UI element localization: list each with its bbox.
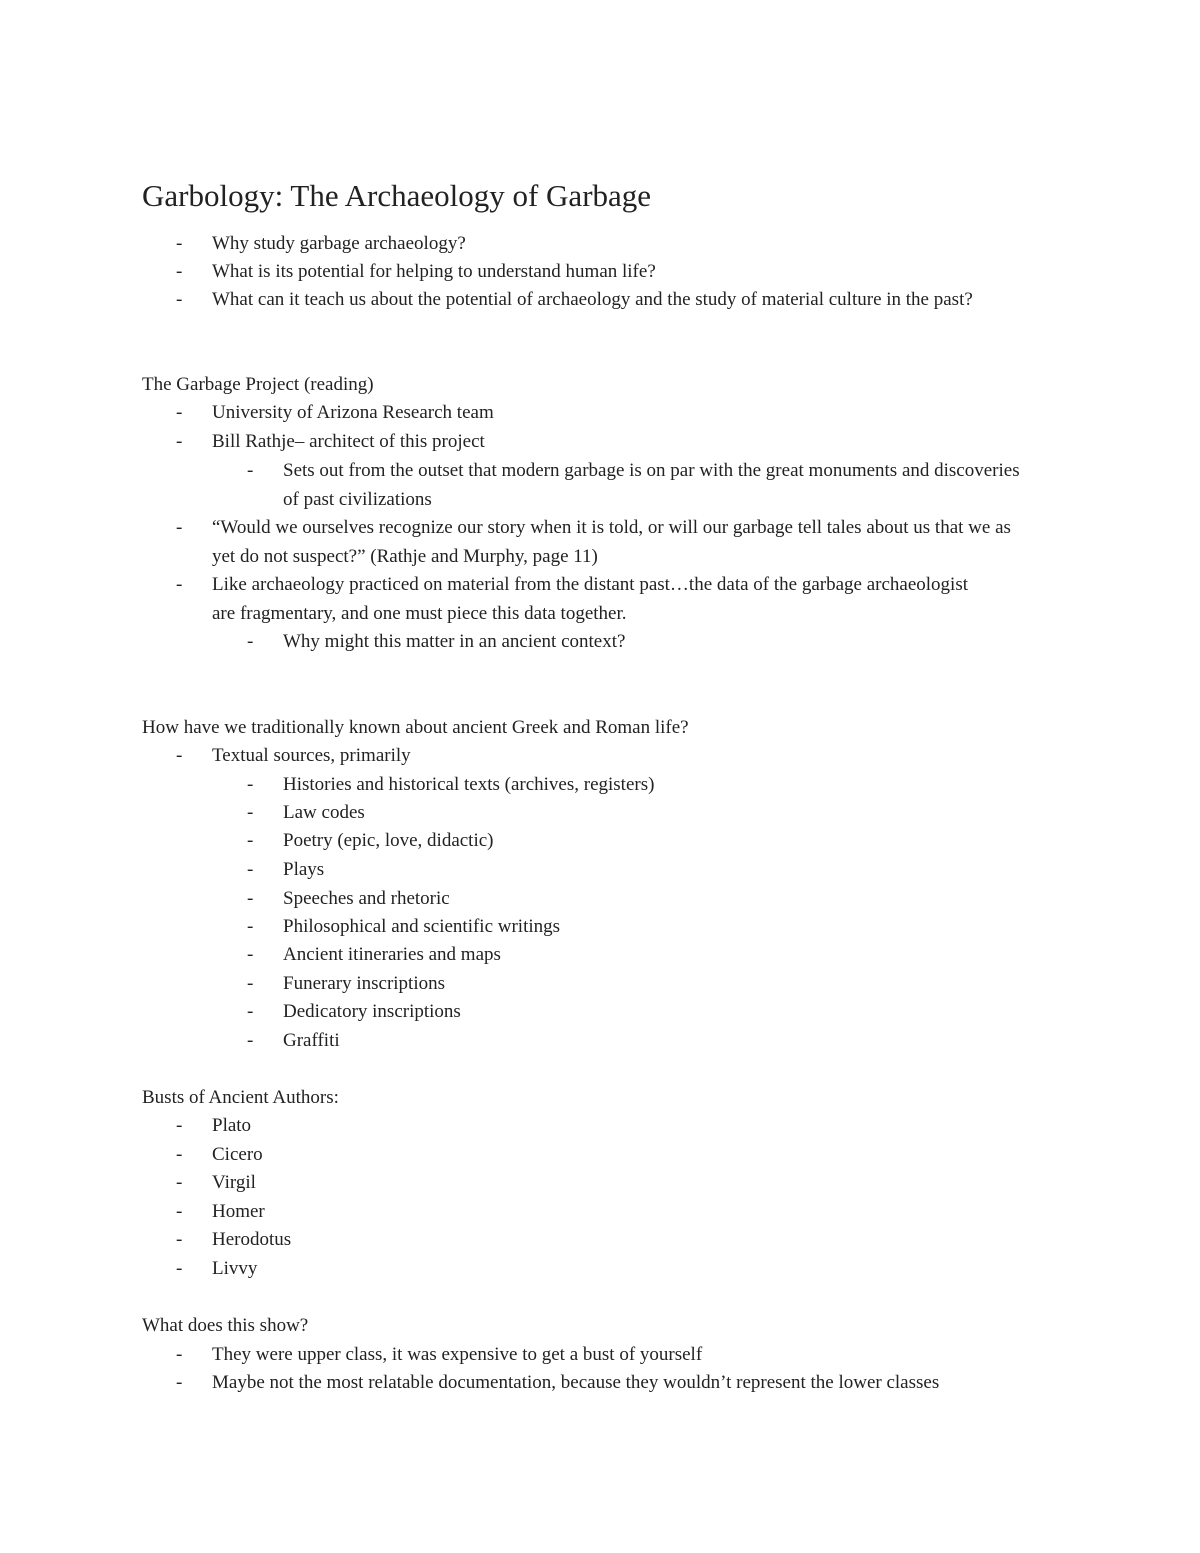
- list-item: [247, 856, 1047, 885]
- list-item-text: Homer: [212, 1201, 265, 1222]
- bullet-dash: -: [247, 973, 254, 994]
- list-item-text: Law codes: [283, 802, 365, 823]
- list-item: [176, 742, 1046, 771]
- bullet-dash: -: [176, 1344, 183, 1365]
- list-item: [176, 1341, 1046, 1370]
- bullet-dash: -: [176, 1115, 183, 1136]
- list-item-text: What can it teach us about the potential of archaeology and the study of material culture in the past?: [212, 289, 973, 310]
- list-item-text: Maybe not the most relatable documentation, because they wouldn’t represent the lower classes: [212, 1372, 940, 1393]
- list-item: [247, 970, 1047, 999]
- section-heading-traditional: How have we traditionally known about ancient Greek and Roman life?: [142, 717, 689, 738]
- list-item: [247, 998, 1047, 1027]
- bullet-dash: -: [176, 1172, 183, 1193]
- bullet-dash: -: [247, 888, 254, 909]
- list-item-text: “Would we ourselves recognize our story when it is told, or will our garbage tell tales about us that we as yet do not suspect?” (Rathje and Murphy, page 11): [212, 517, 1011, 567]
- list-item-text: Why study garbage archaeology?: [212, 233, 466, 254]
- bullet-dash: -: [176, 402, 183, 423]
- bullet-dash: -: [247, 1001, 254, 1022]
- list-item-text: Graffiti: [283, 1030, 340, 1051]
- list-item-text: Plato: [212, 1115, 252, 1136]
- list-item-text: Textual sources, primarily: [212, 745, 411, 766]
- bullet-dash: -: [176, 1229, 183, 1250]
- list-item: [176, 514, 1036, 571]
- bullet-dash: -: [247, 859, 254, 880]
- list-item-text: Herodotus: [212, 1229, 292, 1250]
- bullet-dash: -: [247, 1030, 254, 1051]
- bullet-dash: -: [176, 261, 183, 282]
- list-item-text: Poetry (epic, love, didactic): [283, 830, 494, 851]
- list-item: [247, 941, 1047, 970]
- list-item-text: Bill Rathje– architect of this project: [212, 431, 485, 452]
- list-item: [176, 230, 1046, 259]
- bullet-dash: -: [247, 944, 254, 965]
- list-item-text: Dedicatory inscriptions: [283, 1001, 461, 1022]
- list-item: [176, 571, 976, 628]
- list-item: [176, 1226, 1046, 1255]
- list-item-text: Like archaeology practiced on material from the distant past…the data of the garbage archaeologist are fragmentary, and one must piece this data together.: [212, 574, 968, 624]
- list-item-text: Philosophical and scientific writings: [283, 916, 561, 937]
- list-item-text: University of Arizona Research team: [212, 402, 494, 423]
- list-item: [176, 258, 1046, 287]
- list-item: [247, 1027, 1047, 1056]
- bullet-dash: -: [176, 1144, 183, 1165]
- bullet-dash: -: [247, 774, 254, 795]
- list-item-text: Histories and historical texts (archives, registers): [283, 774, 655, 795]
- list-item: [176, 286, 1036, 315]
- list-item: [176, 1169, 1046, 1198]
- list-item: [247, 457, 1037, 514]
- list-item-text: Why might this matter in an ancient context?: [283, 631, 626, 652]
- list-item: [247, 827, 1047, 856]
- list-item: [176, 1112, 1046, 1141]
- list-item: [247, 799, 1047, 828]
- list-item-text: Speeches and rhetoric: [283, 888, 450, 909]
- section-heading-busts: Busts of Ancient Authors:: [142, 1087, 339, 1108]
- bullet-dash: -: [176, 745, 183, 766]
- bullet-dash: -: [176, 517, 183, 538]
- section-heading-what-show: What does this show?: [142, 1315, 309, 1336]
- bullet-dash: -: [176, 431, 183, 452]
- list-item-text: Virgil: [212, 1172, 256, 1193]
- list-item-text: What is its potential for helping to understand human life?: [212, 261, 656, 282]
- bullet-dash: -: [176, 289, 183, 310]
- list-item: [176, 1141, 1046, 1170]
- list-item-text: Funerary inscriptions: [283, 973, 446, 994]
- list-item: [176, 428, 1046, 457]
- list-item-text: They were upper class, it was expensive to get a bust of yourself: [212, 1344, 703, 1365]
- list-item: [176, 1198, 1046, 1227]
- document-title: Garbology: The Archaeology of Garbage: [142, 178, 652, 213]
- list-item-text: Livvy: [212, 1258, 258, 1279]
- section-heading-garbage-project: The Garbage Project (reading): [142, 374, 374, 395]
- list-item-text: Ancient itineraries and maps: [283, 944, 501, 965]
- bullet-dash: -: [247, 830, 254, 851]
- bullet-dash: -: [247, 802, 254, 823]
- bullet-dash: -: [176, 1201, 183, 1222]
- list-item-text: Sets out from the outset that modern garbage is on par with the great monuments and discoveries of past civilizations: [283, 460, 1020, 510]
- bullet-dash: -: [176, 233, 183, 254]
- bullet-dash: -: [247, 460, 254, 481]
- list-item: [247, 628, 1047, 657]
- bullet-dash: -: [247, 631, 254, 652]
- list-item: [176, 1369, 1076, 1398]
- bullet-dash: -: [176, 1258, 183, 1279]
- list-item-text: Cicero: [212, 1144, 263, 1165]
- list-item: [247, 885, 1047, 914]
- list-item: [247, 913, 1047, 942]
- list-item: [176, 1255, 1046, 1284]
- list-item-text: Plays: [283, 859, 325, 880]
- bullet-dash: -: [176, 574, 183, 595]
- list-item: [247, 771, 1047, 800]
- bullet-dash: -: [176, 1372, 183, 1393]
- bullet-dash: -: [247, 916, 254, 937]
- list-item: [176, 399, 1046, 428]
